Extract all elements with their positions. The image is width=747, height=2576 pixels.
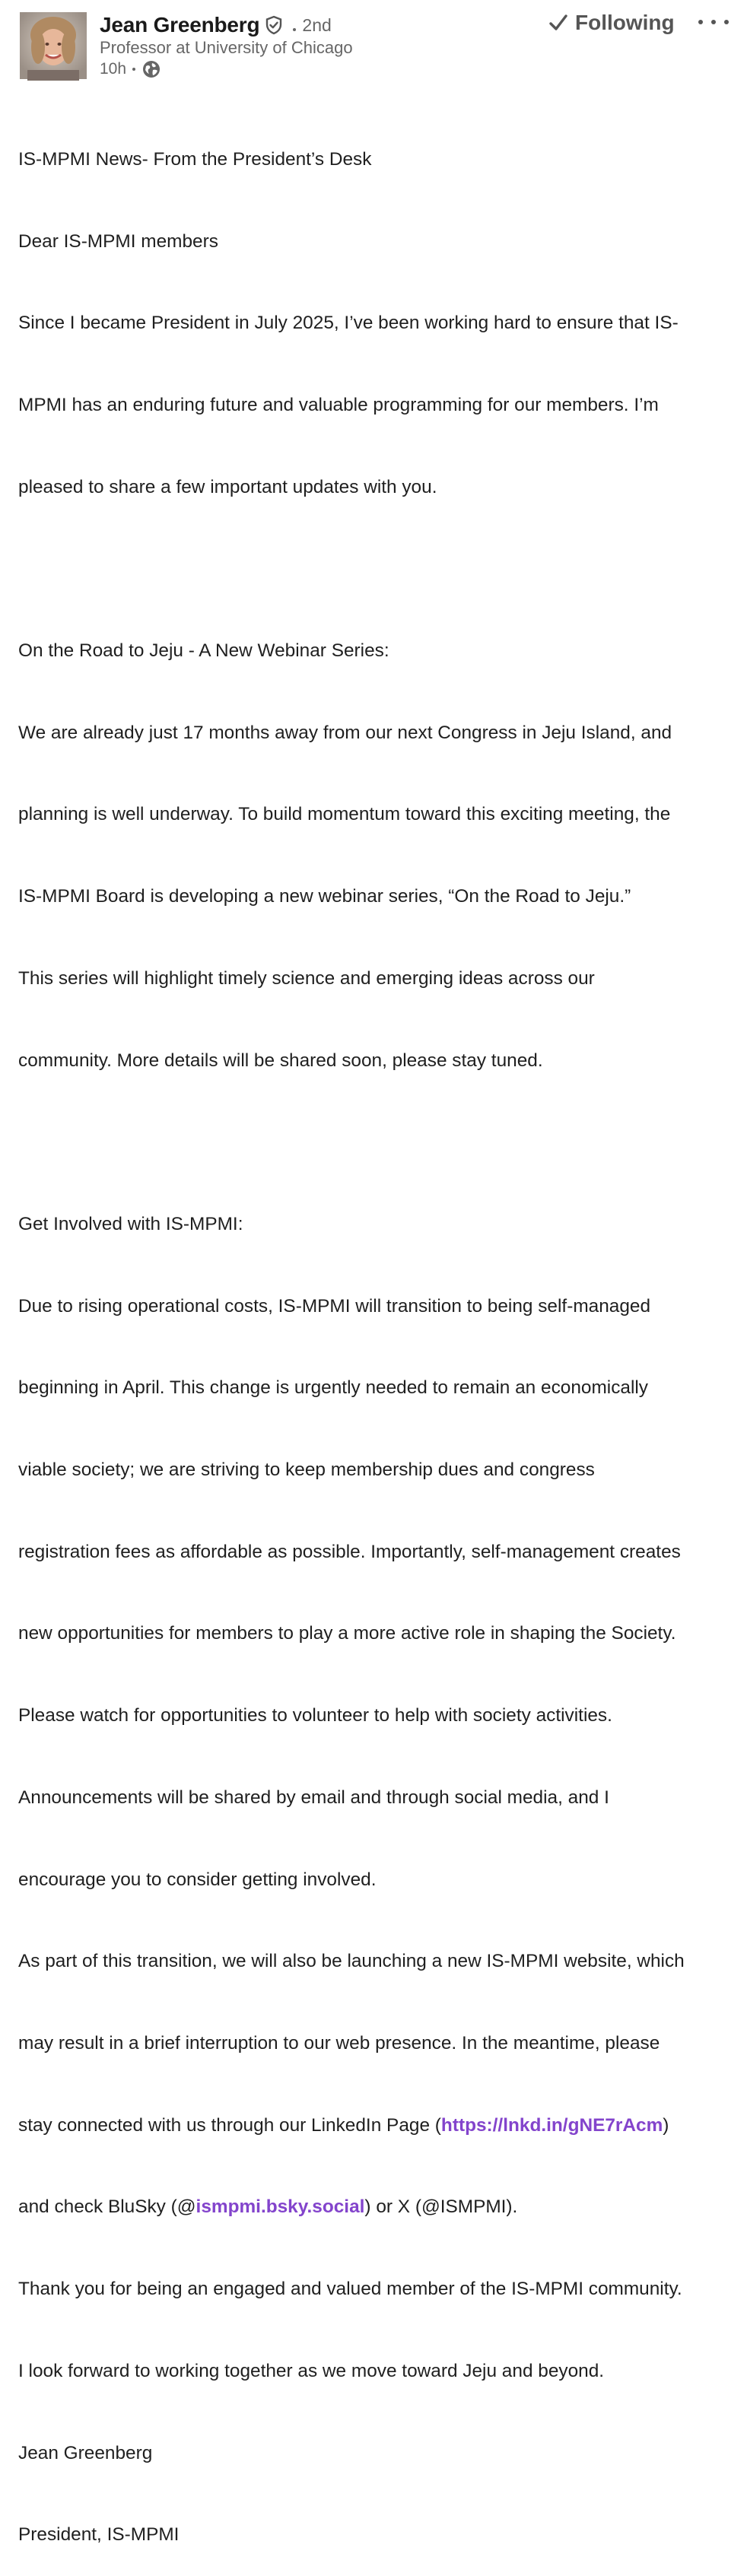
post-line: encourage you to consider getting involved.	[18, 1869, 377, 1890]
linkedin-text-after: )	[663, 2114, 669, 2136]
author-name[interactable]: Jean Greenberg	[100, 13, 260, 37]
post-line: new opportunities for members to play a more active role in shaping the Society.	[18, 1623, 676, 1644]
post-body	[18, 91, 737, 2576]
post-meta	[100, 59, 161, 79]
globe-icon	[141, 59, 161, 79]
paragraph-gap	[18, 1129, 737, 1156]
post-line: Since I became President in July 2025, I’ve been working hard to ensure that IS-	[18, 313, 679, 334]
post-line: I look forward to working together as we move toward Jeju and beyond.	[18, 2360, 605, 2381]
blusky-link[interactable]: ismpmi.bsky.social	[195, 2196, 365, 2218]
post-line-blusky	[18, 2193, 737, 2221]
blusky-text-after: ) or X (@ISMPMI).	[364, 2196, 518, 2218]
post-line: Announcements will be shared by email and through social media, and I	[18, 1787, 609, 1808]
post-line: beginning in April. This change is urgently needed to remain an economically	[18, 1377, 648, 1399]
signature-title: President, IS-MPMI	[18, 2524, 180, 2546]
blusky-text-before: and check BluSky (@	[18, 2196, 196, 2218]
separator-dot	[132, 68, 135, 71]
post-line: viable society; we are striving to keep membership dues and congress	[18, 1460, 595, 1481]
post-line: Please watch for opportunities to volunteer to help with society activities.	[18, 1705, 612, 1726]
author-photo	[20, 12, 87, 79]
post-line: Dear IS-MPMI members	[18, 230, 218, 252]
checkmark-icon	[548, 12, 569, 33]
signature-name: Jean Greenberg	[18, 2442, 153, 2463]
more-dot	[724, 20, 729, 24]
post-line-linkedin	[18, 2112, 737, 2139]
post-line: We are already just 17 months away from our next Congress in Jeju Island, and	[18, 722, 672, 743]
author-headline: Professor at University of Chicago	[100, 38, 353, 57]
more-options-icon[interactable]	[698, 11, 729, 33]
post-line: registration fees as affordable as possible. Importantly, self-management creates	[18, 1541, 681, 1562]
post-line: may result in a brief interruption to our web presence. In the meantime, please	[18, 2032, 660, 2053]
post-header	[0, 0, 747, 91]
post-time: 10h	[100, 60, 127, 78]
post-line: pleased to share a few important updates with you.	[18, 476, 437, 497]
verified-shield-icon	[264, 15, 284, 35]
connection-degree	[293, 15, 331, 36]
following-button[interactable]	[548, 8, 675, 38]
post-line: community. More details will be shared soon, please stay tuned.	[18, 1050, 543, 1071]
post-line: Thank you for being an engaged and valued member of the IS-MPMI community.	[18, 2279, 682, 2300]
post-line: IS-MPMI News- From the President’s Desk	[18, 148, 372, 170]
post-line: IS-MPMI Board is developing a new webinar series, “On the Road to Jeju.”	[18, 886, 631, 907]
author-row	[100, 11, 332, 40]
more-dot	[698, 20, 703, 24]
degree-label: 2nd	[302, 14, 332, 35]
post-line: Due to rising operational costs, IS-MPMI will transition to being self-managed	[18, 1295, 651, 1317]
more-dot	[711, 20, 716, 24]
following-label: Following	[575, 11, 675, 34]
post-line: MPMI has an enduring future and valuable programming for our members. I’m	[18, 394, 659, 415]
post-line: This series will highlight timely science and emerging ideas across our	[18, 967, 595, 989]
post-line: As part of this transition, we will also be launching a new IS-MPMI website, which	[18, 1951, 685, 1972]
linkedin-link[interactable]: https://lnkd.in/gNE7rAcm	[440, 2114, 663, 2136]
post-line: planning is well underway. To build momentum toward this exciting meeting, the	[18, 804, 671, 825]
section-heading: On the Road to Jeju - A New Webinar Series:	[18, 640, 389, 662]
linkedin-text-before: stay connected with us through our LinkedIn Page (	[18, 2114, 441, 2136]
separator-dot	[293, 28, 296, 31]
avatar[interactable]	[20, 12, 87, 79]
section-heading: Get Involved with IS-MPMI:	[18, 1213, 243, 1234]
paragraph-gap	[18, 555, 737, 583]
